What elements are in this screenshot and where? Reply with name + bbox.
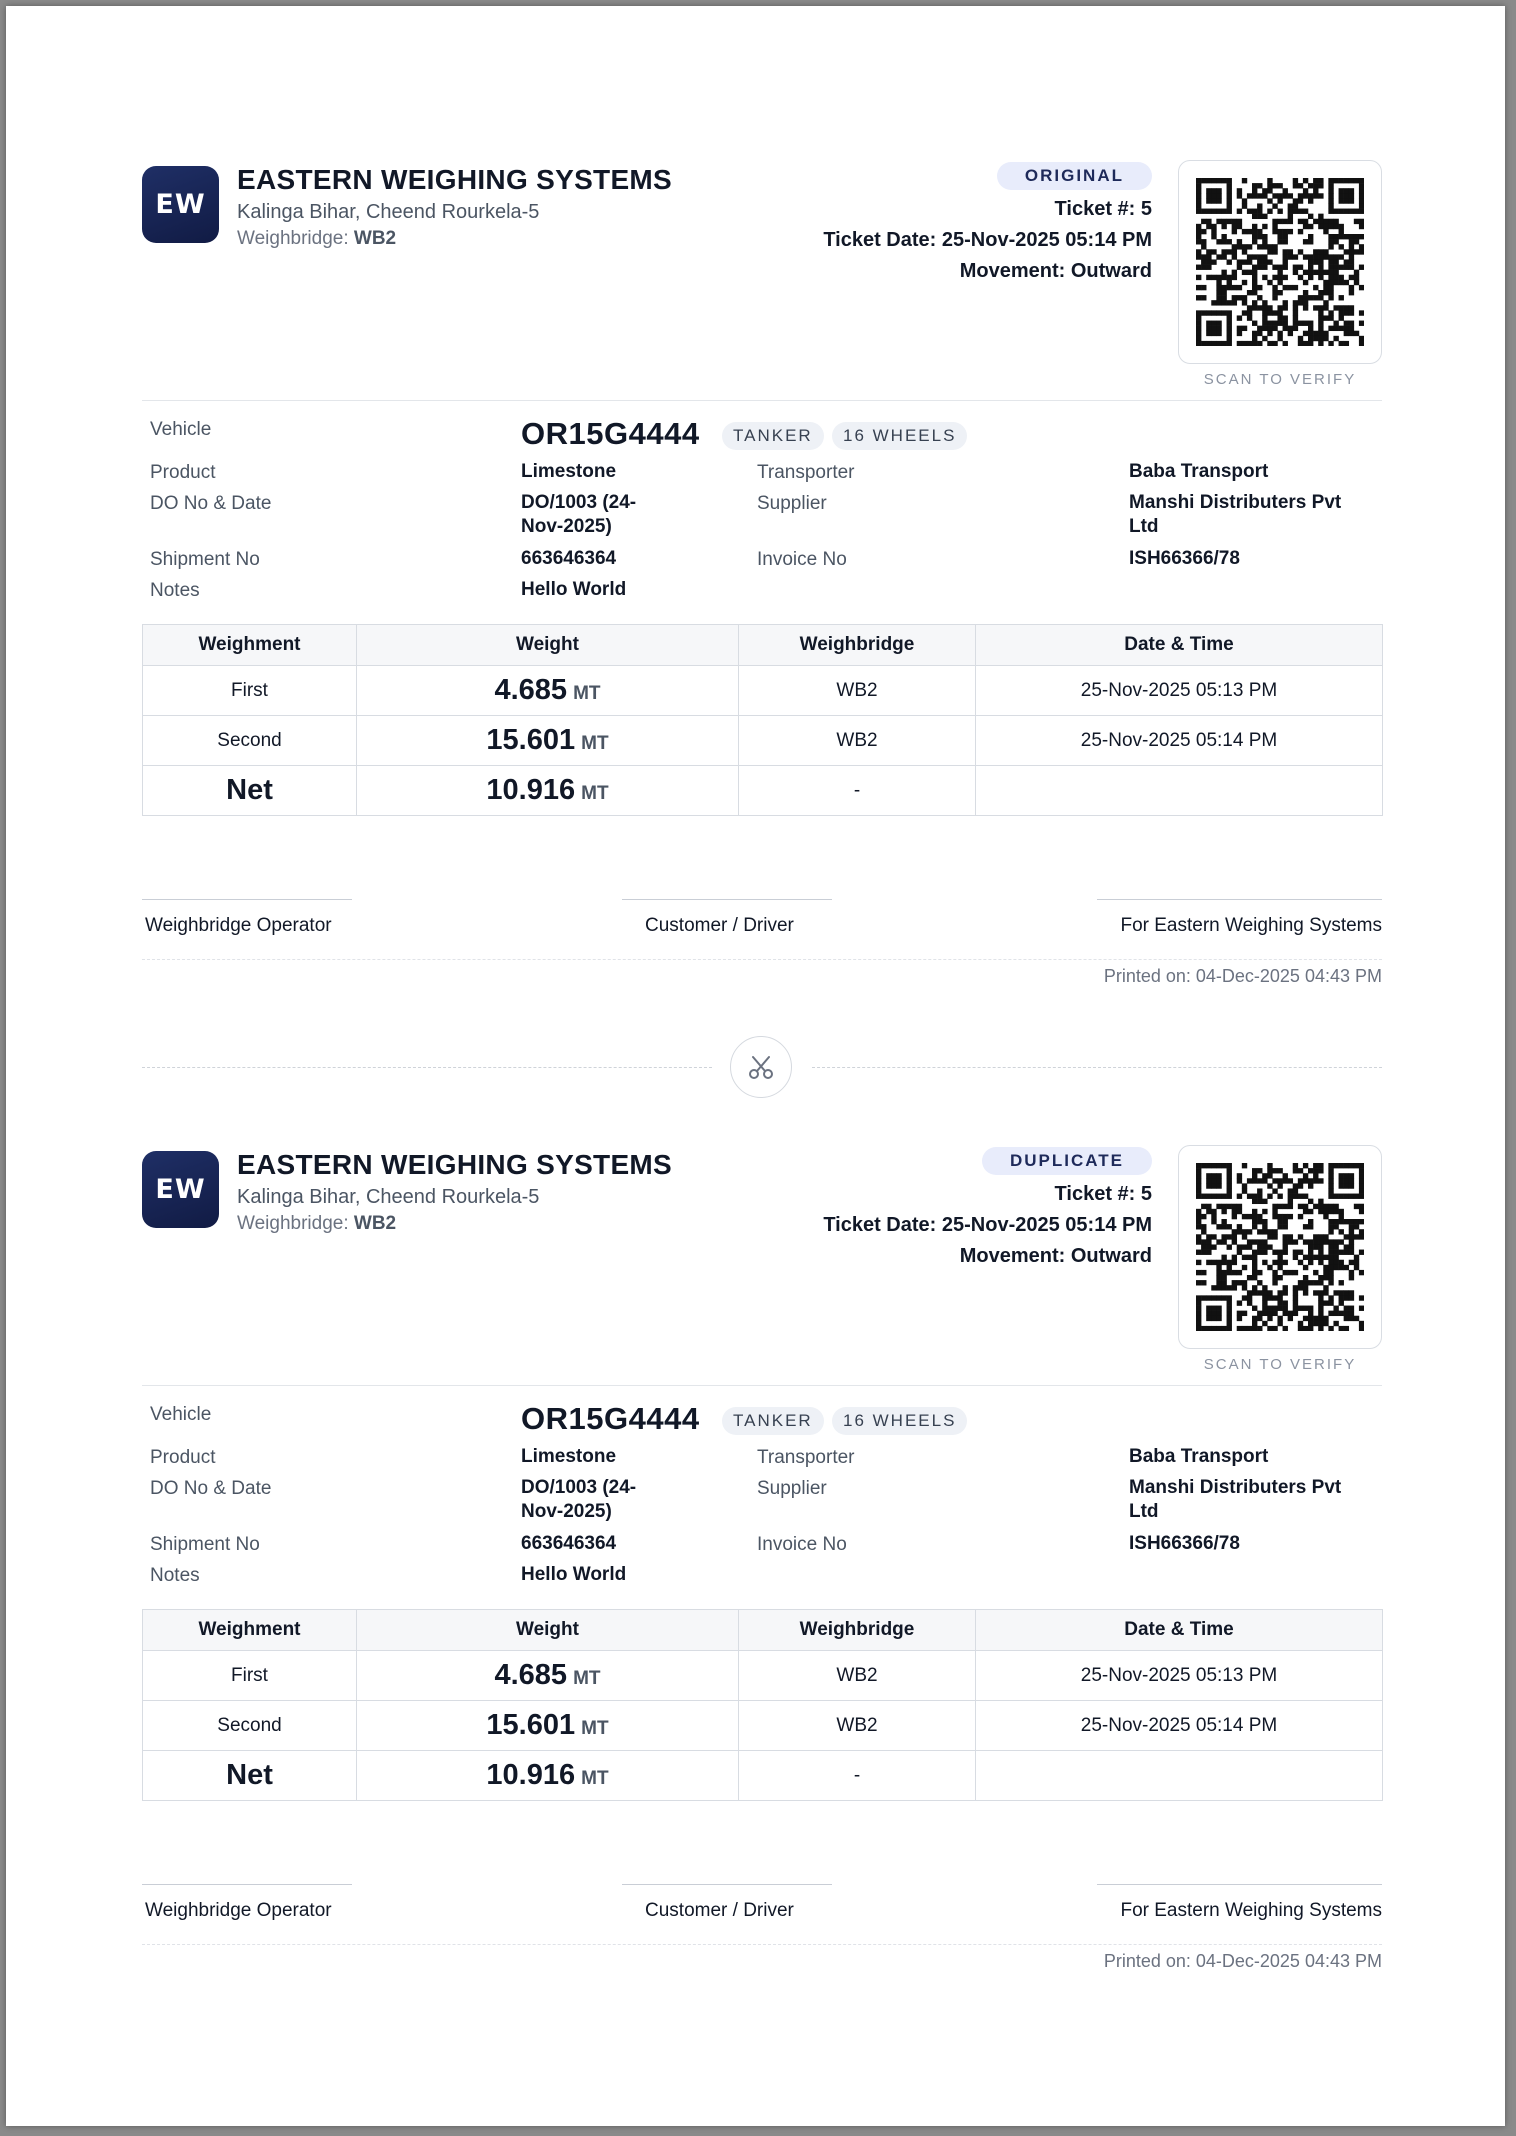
scan-to-verify: SCAN TO VERIFY [1203,371,1357,388]
company-logo: EW [142,166,219,243]
copy-badge: ORIGINAL [997,162,1152,190]
scissors-icon [730,1036,792,1098]
weighbridge-cell: WB2 [739,716,976,766]
notes-label: Notes [150,1565,200,1586]
signature-line [1097,899,1382,900]
signature-line [622,899,832,900]
col-header: Weight [357,1610,739,1651]
vehicle-label: Vehicle [150,1404,212,1425]
divider [142,1385,1382,1386]
company-name: EASTERN WEIGHING SYSTEMS [237,164,673,195]
invoice-label: Invoice No [757,549,847,570]
do-value: DO/1003 (24- Nov-2025) [521,492,637,537]
supplier-label: Supplier [757,493,827,514]
table-row-net [143,766,1383,816]
weighment-table [142,1609,1383,1801]
printed-on: Printed on: 04-Dec-2025 04:43 PM [1103,1951,1382,1971]
weighbridge-cell: WB2 [739,1651,976,1701]
product-value: Limestone [521,461,617,482]
copy-badge: DUPLICATE [982,1147,1152,1175]
datetime-cell: 25-Nov-2025 05:14 PM [976,1701,1383,1751]
weighment-cell: First [143,1651,357,1701]
product-label: Product [150,462,216,483]
transporter-value: Baba Transport [1129,461,1269,482]
operator-signature-label: Weighbridge Operator [145,915,332,936]
divider [142,400,1382,401]
customer-signature-label: Customer / Driver [645,915,794,936]
vehicle-type-badge: TANKER [722,422,824,450]
qr-code[interactable] [1178,1145,1382,1349]
weight-cell: 15.601 MT [357,1701,739,1751]
qr-code-icon [1196,178,1364,346]
invoice-label: Invoice No [757,1534,847,1555]
transporter-label: Transporter [757,462,855,483]
col-header: Weighbridge [739,625,976,666]
col-header: Weighment [143,1610,357,1651]
weight-cell: 4.685 MT [357,666,739,716]
table-header-row [143,625,1383,666]
qr-code-icon [1196,1163,1364,1331]
shipment-label: Shipment No [150,1534,260,1555]
notes-label: Notes [150,580,200,601]
col-header: Date & Time [976,1610,1383,1651]
weighbridge-cell: WB2 [739,666,976,716]
signature-line [142,1884,352,1885]
invoice-value: ISH66366/78 [1129,1533,1240,1554]
operator-signature-label: Weighbridge Operator [145,1900,332,1921]
weight-cell: 10.916 MT [357,1751,739,1801]
company-logo: EW [142,1151,219,1228]
company-weighbridge: Weighbridge: WB2 [237,228,397,249]
weighment-cell: Second [143,716,357,766]
shipment-value: 663646364 [521,548,617,569]
table-row-net [143,1751,1383,1801]
company-info [237,164,672,250]
supplier-label: Supplier [757,1478,827,1499]
company-address: Kalinga Bihar, Cheend Rourkela-5 [237,1186,540,1208]
company-address: Kalinga Bihar, Cheend Rourkela-5 [237,201,540,223]
vehicle-number: OR15G4444 [521,1401,700,1436]
footer-divider [142,959,1382,960]
ticket-movement: Movement: Outward [959,260,1152,282]
table-row [143,1701,1383,1751]
datetime-cell: 25-Nov-2025 05:13 PM [976,666,1383,716]
datetime-cell [976,1751,1383,1801]
ticket-number: Ticket #: 5 [1054,198,1152,220]
product-label: Product [150,1447,216,1468]
scan-to-verify: SCAN TO VERIFY [1203,1356,1357,1373]
company-signature-label: For Eastern Weighing Systems [1120,915,1382,936]
table-row [143,716,1383,766]
table-row [143,666,1383,716]
vehicle-number: OR15G4444 [521,416,700,451]
weighment-cell: Second [143,1701,357,1751]
do-label: DO No & Date [150,1478,272,1499]
shipment-value: 663646364 [521,1533,617,1554]
col-header: Weight [357,625,739,666]
signature-line [142,899,352,900]
vehicle-type-badge: TANKER [722,1407,824,1435]
wheels-badge: 16 WHEELS [832,1407,967,1435]
datetime-cell [976,766,1383,816]
printed-on: Printed on: 04-Dec-2025 04:43 PM [1103,966,1382,986]
transporter-value: Baba Transport [1129,1446,1269,1467]
weight-cell: 4.685 MT [357,1651,739,1701]
notes-value: Hello World [521,1564,627,1585]
vehicle-label: Vehicle [150,419,212,440]
do-value: DO/1003 (24- Nov-2025) [521,1477,637,1522]
transporter-label: Transporter [757,1447,855,1468]
table-row [143,1651,1383,1701]
product-value: Limestone [521,1446,617,1467]
ticket-number: Ticket #: 5 [1054,1183,1152,1205]
signature-line [1097,1884,1382,1885]
weighment-table [142,624,1383,816]
invoice-value: ISH66366/78 [1129,548,1240,569]
ticket-date: Ticket Date: 25-Nov-2025 05:14 PM [823,1214,1152,1236]
weight-cell: 15.601 MT [357,716,739,766]
signature-line [622,1884,832,1885]
ticket-sheet [6,6,1505,2126]
col-header: Date & Time [976,625,1383,666]
datetime-cell: 25-Nov-2025 05:14 PM [976,716,1383,766]
ticket-meta [823,1147,1152,1268]
wheels-badge: 16 WHEELS [832,422,967,450]
table-header-row [143,1610,1383,1651]
company-name: EASTERN WEIGHING SYSTEMS [237,1149,673,1180]
weighbridge-cell: WB2 [739,1701,976,1751]
weight-cell: 10.916 MT [357,766,739,816]
datetime-cell: 25-Nov-2025 05:13 PM [976,1651,1383,1701]
company-weighbridge: Weighbridge: WB2 [237,1213,397,1234]
company-signature-label: For Eastern Weighing Systems [1120,1900,1382,1921]
supplier-value: Manshi Distributers Pvt Ltd [1129,492,1342,537]
shipment-label: Shipment No [150,549,260,570]
footer-divider [142,1944,1382,1945]
ticket-movement: Movement: Outward [959,1245,1152,1267]
weighment-cell: Net [143,766,357,816]
weighment-cell: Net [143,1751,357,1801]
qr-code[interactable] [1178,160,1382,364]
supplier-value: Manshi Distributers Pvt Ltd [1129,1477,1342,1522]
col-header: Weighment [143,625,357,666]
ticket-date: Ticket Date: 25-Nov-2025 05:14 PM [823,229,1152,251]
weighbridge-cell: - [739,766,976,816]
ticket-meta [823,162,1152,283]
col-header: Weighbridge [739,1610,976,1651]
notes-value: Hello World [521,579,627,600]
weighbridge-cell: - [739,1751,976,1801]
weighment-cell: First [143,666,357,716]
customer-signature-label: Customer / Driver [645,1900,794,1921]
do-label: DO No & Date [150,493,272,514]
company-info [237,1149,672,1235]
